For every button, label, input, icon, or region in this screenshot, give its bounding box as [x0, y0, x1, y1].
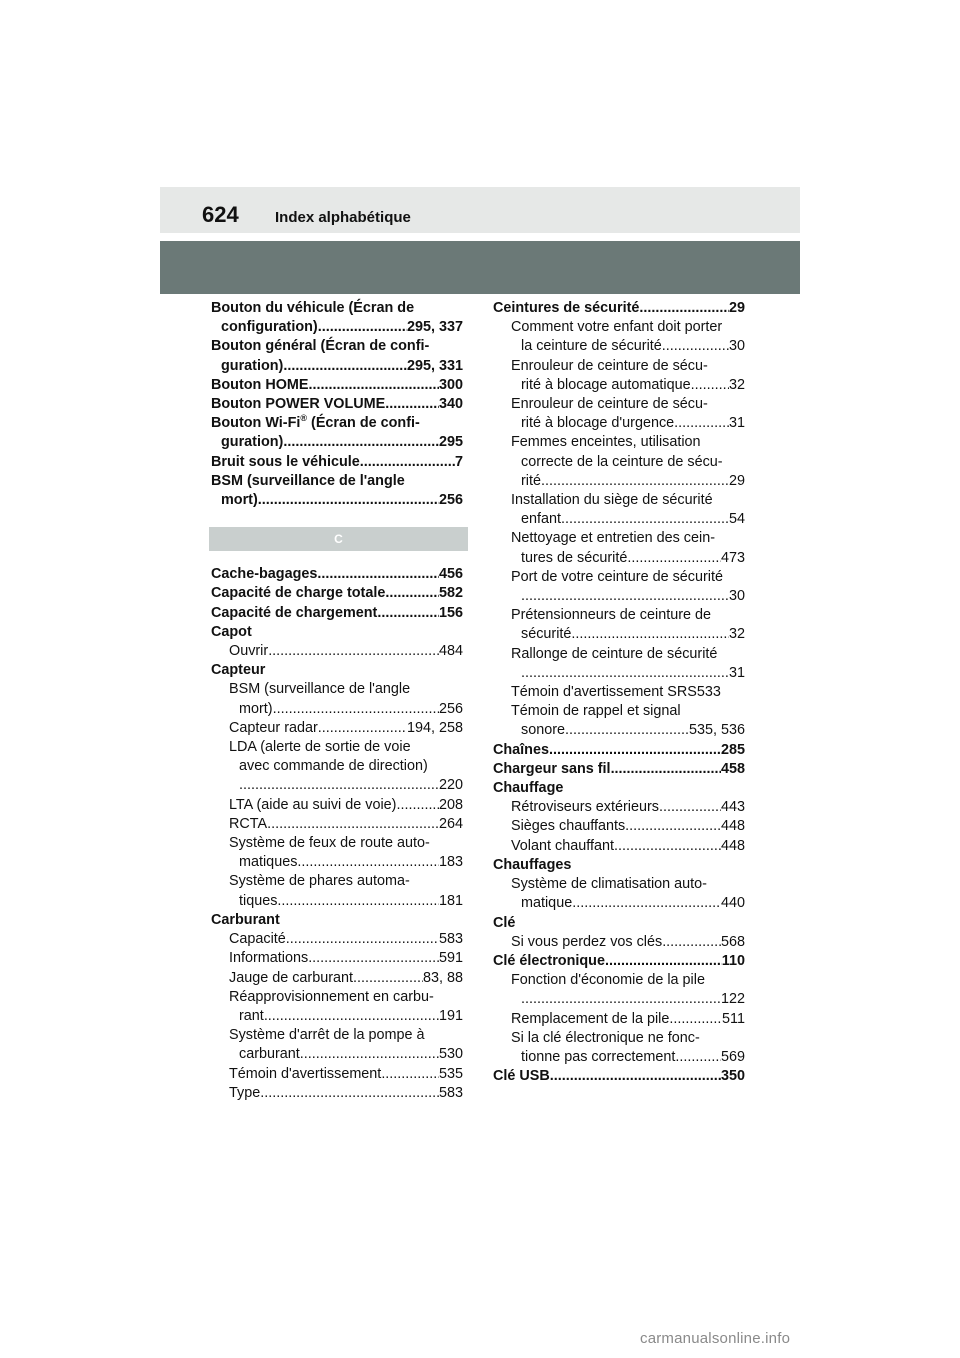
leader-dots: [317, 565, 439, 584]
page-ref: 181: [438, 892, 463, 909]
entry-text: Système de feux de route auto-: [229, 835, 430, 852]
page-ref: 583: [438, 1084, 463, 1101]
page-ref: 285: [720, 741, 745, 758]
entry-text: Chargeur sans fil: [493, 760, 611, 777]
entry-text: Système de phares automa-: [229, 873, 410, 890]
entry-text: BSM (surveillance de l'angle: [229, 681, 411, 698]
index-entry: [493, 395, 745, 433]
leader-dots: [541, 472, 729, 491]
leader-dots: [277, 892, 439, 911]
leader-dots: [662, 933, 721, 952]
entry-text: matiques: [239, 854, 298, 871]
index-entry: [211, 584, 463, 603]
index-line: [211, 376, 463, 395]
leader-dots: [273, 700, 439, 719]
leader-dots: [381, 1065, 439, 1084]
page-ref: 191: [438, 1007, 463, 1024]
page-ref: 456: [438, 566, 463, 583]
index-line: [229, 930, 463, 949]
entry-text: carburant: [239, 1046, 300, 1063]
index-line: [211, 584, 463, 603]
index-entry: [493, 875, 745, 913]
page-ref: 448: [720, 818, 745, 835]
index-entry: [493, 779, 745, 798]
index-line: [511, 549, 745, 568]
index-entry: [211, 969, 463, 988]
index-entry: [211, 661, 463, 680]
entry-text: la ceinture de sécurité: [521, 338, 662, 355]
entry-text: matique: [521, 895, 573, 912]
leader-dots: [572, 894, 721, 913]
page-ref: 295, 337: [406, 319, 463, 336]
entry-text: Clé: [493, 914, 516, 931]
page-ref: 122: [720, 991, 745, 1008]
page-ref: 535, 536: [688, 722, 745, 739]
entry-text: Bouton POWER VOLUME: [211, 396, 386, 413]
index-entry: [211, 337, 463, 375]
page-ref: 535: [438, 1065, 463, 1082]
entry-text: Chaînes: [493, 741, 549, 758]
index-line: [511, 721, 745, 740]
leader-dots: [318, 318, 407, 337]
section-letter-bar: C: [209, 527, 468, 551]
index-line: [511, 625, 745, 644]
entry-text: guration): [221, 357, 284, 374]
leader-dots: [297, 853, 439, 872]
registered-mark: ®: [300, 413, 308, 424]
index-column-right: [493, 299, 745, 1086]
index-line: [493, 741, 745, 760]
index-entry: [493, 357, 745, 395]
leader-dots: [565, 721, 689, 740]
index-entry: [211, 299, 463, 337]
entry-text: Bouton du véhicule (Écran de: [211, 300, 415, 316]
index-entry: [211, 604, 463, 623]
index-line: [511, 683, 745, 702]
leader-dots: [611, 760, 721, 779]
page-ref: 295, 331: [406, 357, 463, 374]
page-ref: 256: [438, 700, 463, 717]
index-line: [511, 664, 745, 683]
index-line: [511, 990, 745, 1009]
page-ref: 156: [438, 604, 463, 621]
entry-text: Bouton Wi-Fi® (Écran de confi-: [211, 413, 420, 432]
entry-text: rité à blocage automatique: [521, 376, 691, 393]
page-ref: 440: [720, 895, 745, 912]
page-ref: 340: [438, 396, 463, 413]
page-header: [160, 187, 800, 233]
entry-text: Bouton HOME: [211, 376, 309, 393]
index-line: [229, 700, 463, 719]
page-ref: 350: [720, 1068, 745, 1085]
entry-text: Rétroviseurs extérieurs: [511, 799, 659, 816]
entry-text-after: (Écran de confi-: [307, 415, 420, 432]
entry-text: configuration): [221, 319, 318, 336]
entry-text: Informations: [229, 950, 309, 967]
page-ref: 7: [454, 453, 463, 470]
leader-dots: [308, 949, 439, 968]
entry-text: sécurité: [521, 626, 572, 643]
index-line: [211, 433, 463, 452]
leader-dots: [627, 549, 721, 568]
leader-dots: [549, 741, 721, 760]
index-line: [211, 318, 463, 337]
index-entry: [211, 834, 463, 872]
leader-dots: [605, 952, 722, 971]
watermark: carmanualsonline.info: [640, 1330, 791, 1347]
index-entry: [493, 952, 745, 971]
index-entry: [211, 738, 463, 796]
page-ref: 30: [728, 338, 745, 355]
entry-text: Témoin de rappel et signal: [511, 703, 681, 720]
index-entry: [211, 1026, 463, 1064]
entry-text: Bruit sous le véhicule: [211, 453, 360, 470]
entry-text: Femmes enceintes, utilisation: [511, 434, 701, 451]
entry-text: Installation du siège de sécurité: [511, 492, 713, 509]
index-entry: [493, 760, 745, 779]
index-entry: [211, 453, 463, 472]
entry-text: LDA (alerte de sortie de voie: [229, 739, 411, 756]
index-line: [229, 1084, 463, 1103]
page-ref: 31: [728, 415, 745, 432]
index-entry: [493, 702, 745, 740]
index-line: [211, 565, 463, 584]
page-ref: 83, 88: [422, 969, 463, 986]
entry-text: Capteur: [211, 662, 266, 679]
leader-dots: [521, 990, 721, 1009]
index-entry: [493, 817, 745, 836]
leader-dots: [300, 1045, 439, 1064]
page-ref: 220: [438, 777, 463, 794]
index-entry: [211, 1084, 463, 1103]
entry-text: Capacité de chargement: [211, 604, 378, 621]
page-ref: 295: [438, 434, 463, 451]
entry-text: Système d'arrêt de la pompe à: [229, 1027, 425, 1044]
leader-dots: [377, 604, 439, 623]
page-ref: 264: [438, 815, 463, 832]
entry-text: Réapprovisionnement en carbu-: [229, 988, 434, 1005]
page-ref: 533: [696, 684, 721, 701]
index-entry: [211, 376, 463, 395]
index-entry: [493, 856, 745, 875]
entry-text: Rallonge de ceinture de sécurité: [511, 645, 718, 662]
entry-text: Clé USB: [493, 1068, 550, 1085]
leader-dots: [283, 433, 439, 452]
index-line: [511, 376, 745, 395]
index-line: [229, 1065, 463, 1084]
entry-text: mort): [239, 700, 273, 717]
header-band: [160, 241, 800, 294]
index-entry: [493, 683, 745, 702]
page-ref: 29: [728, 300, 745, 316]
entry-text: Remplacement de la pile: [511, 1010, 670, 1027]
entry-text: Clé électronique: [493, 952, 605, 969]
index-line: [229, 719, 463, 738]
entry-text: Volant chauffant: [511, 837, 614, 854]
index-entry: [493, 299, 745, 318]
page-ref: 458: [720, 760, 745, 777]
page-ref: 569: [720, 1048, 745, 1065]
index-line: [229, 776, 463, 795]
entry-text: Enrouleur de ceinture de sécu-: [511, 396, 708, 413]
leader-dots: [267, 815, 439, 834]
entry-text: Comment votre enfant doit porter: [511, 319, 723, 336]
page-ref: 591: [438, 950, 463, 967]
leader-dots: [264, 1007, 439, 1026]
index-entry: [211, 911, 463, 930]
index-entry: [211, 623, 463, 642]
index-line: [511, 414, 745, 433]
entry-continuation: correcte de la ceinture de sécu-: [521, 453, 723, 470]
entry-text: Cache-bagages: [211, 566, 318, 583]
index-line: [511, 837, 745, 856]
index-line: [211, 453, 463, 472]
leader-dots: [675, 1048, 721, 1067]
index-entry: [493, 1010, 745, 1029]
entry-text: Bouton général (Écran de confi-: [211, 338, 430, 355]
page-ref: 448: [720, 837, 745, 854]
index-line: [511, 894, 745, 913]
index-entry: [493, 433, 745, 491]
index-line: [493, 952, 745, 971]
leader-dots: [521, 587, 729, 606]
entry-text: tures de sécurité: [521, 549, 628, 566]
index-entry: [493, 741, 745, 760]
index-entry: [211, 815, 463, 834]
leader-dots: [571, 625, 729, 644]
leader-dots: [521, 664, 729, 683]
page-ref: 530: [438, 1046, 463, 1063]
leader-dots: [385, 584, 439, 603]
page-ref: 54: [728, 511, 745, 528]
entry-text: Capacité de charge totale: [211, 585, 386, 602]
entry-text: tiques: [239, 892, 278, 909]
index-line: [511, 798, 745, 817]
page-ref: 443: [720, 799, 745, 816]
entry-text: sonore: [521, 722, 566, 739]
index-line: [511, 1048, 745, 1067]
entry-text: Prétensionneurs de ceinture de: [511, 607, 712, 624]
entry-text: Si la clé électronique ne fonc-: [511, 1029, 700, 1046]
entry-text: Type: [229, 1084, 261, 1101]
index-entry: [493, 914, 745, 933]
page-ref: 29: [728, 472, 745, 489]
entry-text: Ouvrir: [229, 643, 269, 660]
leader-dots: [258, 491, 439, 510]
entry-text: rant: [239, 1007, 264, 1024]
entry-text: Port de votre ceinture de sécurité: [511, 568, 723, 585]
index-line: [229, 892, 463, 911]
entry-text: Jauge de carburant: [229, 969, 354, 986]
index-line: [493, 760, 745, 779]
page-ref: 300: [438, 376, 463, 393]
page-ref: 31: [728, 664, 745, 681]
leader-dots: [239, 776, 439, 795]
entry-text: Si vous perdez vos clés: [511, 933, 663, 950]
page-ref: 484: [438, 643, 463, 660]
index-entry: [493, 837, 745, 856]
index-line: [493, 1067, 745, 1086]
entry-text: tionne pas correctement: [521, 1048, 676, 1065]
leader-dots: [662, 337, 729, 356]
leader-dots: [286, 930, 439, 949]
index-line: [511, 337, 745, 356]
index-entry: [211, 472, 463, 510]
page-ref: 568: [720, 933, 745, 950]
entry-text: mort): [221, 492, 258, 509]
index-entry: [211, 796, 463, 815]
leader-dots: [614, 837, 721, 856]
index-entry: [211, 395, 463, 414]
index-column-left: [211, 299, 463, 1103]
entry-text: Carburant: [211, 911, 280, 928]
page-ref: 32: [728, 626, 745, 643]
page-ref: 30: [728, 588, 745, 605]
index-entry: [211, 642, 463, 661]
index-line: [511, 472, 745, 491]
index-entry: [493, 568, 745, 606]
leader-dots: [318, 719, 407, 738]
leader-dots: [639, 299, 729, 318]
leader-dots: [385, 395, 439, 414]
index-line: [229, 969, 463, 988]
leader-dots: [550, 1067, 721, 1086]
index-entry: [211, 565, 463, 584]
page-ref: 32: [728, 376, 745, 393]
index-entry: [493, 1067, 745, 1086]
index-entry: [211, 1065, 463, 1084]
entry-text: Ceintures de sécurité: [493, 300, 640, 316]
index-line: [511, 1010, 745, 1029]
entry-text: Témoin d'avertissement: [229, 1065, 382, 1082]
entry-text: Chauffage: [493, 780, 564, 797]
index-entry: [211, 680, 463, 718]
index-entry: [211, 719, 463, 738]
index-entry: [211, 414, 463, 452]
index-entry: [493, 606, 745, 644]
index-entry: [211, 930, 463, 949]
entry-text: Capacité: [229, 931, 286, 948]
leader-dots: [561, 510, 729, 529]
index-line: [211, 395, 463, 414]
entry-text: Chauffages: [493, 856, 572, 873]
index-entry: [493, 491, 745, 529]
leader-dots: [691, 376, 729, 395]
leader-dots: [360, 453, 455, 472]
entry-text: rité: [521, 472, 541, 489]
entry-text: Témoin d'avertissement SRS: [511, 684, 697, 701]
page-ref: 110: [721, 952, 745, 969]
page-ref: 583: [438, 931, 463, 948]
page-ref: 582: [438, 585, 463, 602]
index-line: [211, 491, 463, 510]
entry-text: LTA (aide au suivi de voie): [229, 796, 397, 813]
entry-text: RCTA: [229, 815, 268, 832]
page-ref: 511: [722, 1010, 745, 1027]
index-line: [229, 642, 463, 661]
index-entry: [493, 529, 745, 567]
index-entry: [493, 318, 745, 356]
page-title: Index alphabétique: [275, 209, 411, 226]
index-line: [211, 604, 463, 623]
leader-dots: [260, 1084, 439, 1103]
leader-dots: [353, 969, 423, 988]
page-ref: 256: [438, 492, 463, 509]
index-line: [229, 1045, 463, 1064]
leader-dots: [396, 796, 439, 815]
page-ref: 194, 258: [406, 719, 463, 736]
leader-dots: [659, 798, 721, 817]
index-entry: [211, 949, 463, 968]
entry-text: rité à blocage d'urgence: [521, 415, 675, 432]
index-line: [229, 853, 463, 872]
leader-dots: [674, 414, 729, 433]
index-entry: [493, 933, 745, 952]
entry-text: BSM (surveillance de l'angle: [211, 472, 405, 489]
entry-text: Sièges chauffants: [511, 818, 626, 835]
index-line: [229, 1007, 463, 1026]
page-ref: 208: [438, 796, 463, 813]
entry-text: guration): [221, 434, 284, 451]
entry-text: Capot: [211, 623, 252, 640]
leader-dots: [309, 376, 439, 395]
index-line: [493, 299, 745, 318]
index-entry: [211, 872, 463, 910]
index-entry: [211, 988, 463, 1026]
page-ref: 473: [720, 549, 745, 566]
index-line: [511, 587, 745, 606]
index-line: [511, 817, 745, 836]
page-number: 624: [202, 202, 239, 227]
index-entry: [493, 971, 745, 1009]
index-entry: [493, 798, 745, 817]
leader-dots: [268, 642, 439, 661]
entry-text: Nettoyage et entretien des cein-: [511, 530, 715, 547]
index-entry: [493, 1029, 745, 1067]
index-line: [229, 815, 463, 834]
entry-text: Capteur radar: [229, 719, 318, 736]
index-entry: [493, 645, 745, 683]
entry-text: Enrouleur de ceinture de sécu-: [511, 357, 708, 374]
entry-text: enfant: [521, 511, 562, 528]
leader-dots: [283, 357, 407, 376]
index-line: [229, 949, 463, 968]
index-line: [511, 510, 745, 529]
index-line: [511, 933, 745, 952]
entry-continuation: avec commande de direction): [239, 758, 428, 775]
leader-dots: [669, 1010, 722, 1029]
index-line: [211, 357, 463, 376]
entry-text: Fonction d'économie de la pile: [511, 972, 705, 989]
entry-text: Système de climatisation auto-: [511, 876, 707, 893]
index-line: [229, 796, 463, 815]
leader-dots: [625, 817, 721, 836]
page-ref: 183: [438, 854, 463, 871]
